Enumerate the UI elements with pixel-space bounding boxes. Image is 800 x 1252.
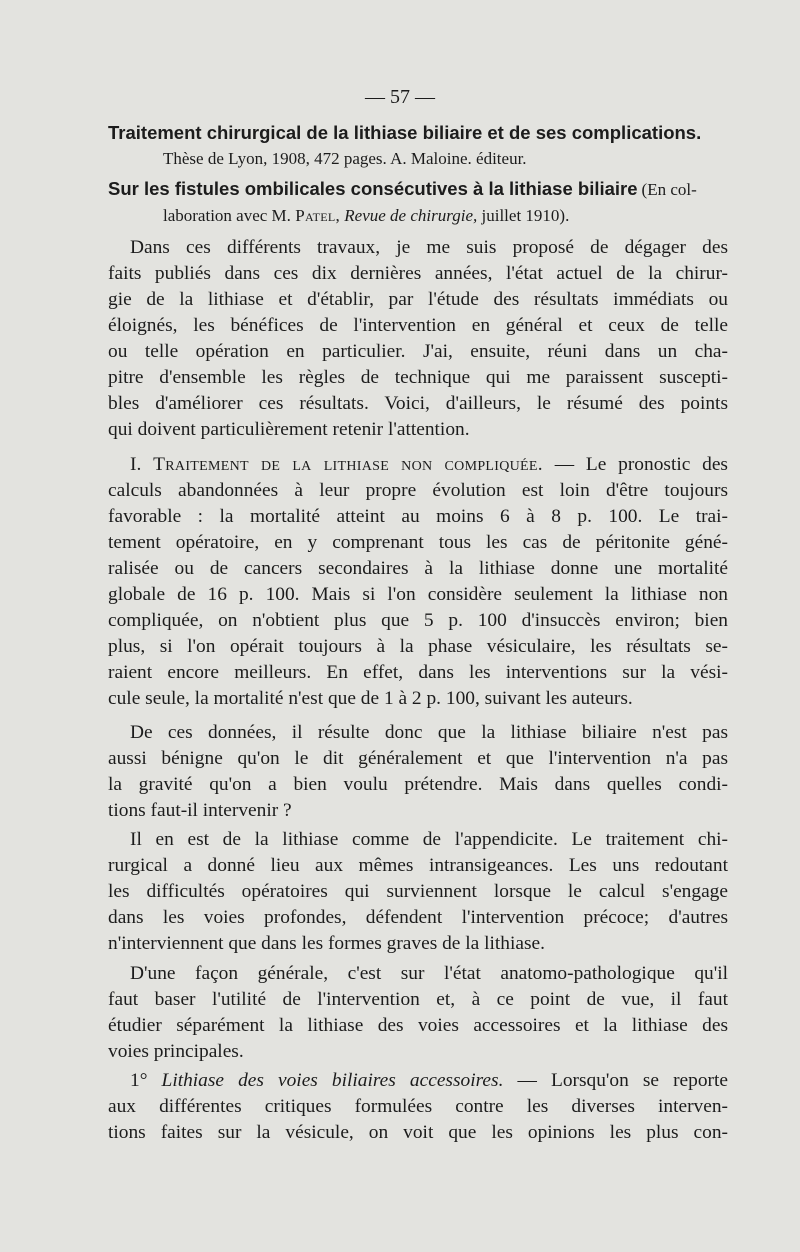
text-line: les difficultés opératoires qui surviennent lorsque le calcul s'engage [108,881,728,902]
section-2 [108,1068,728,1146]
text-line: D'une façon générale, c'est sur l'état anatomo-pathologique qu'il [130,963,728,984]
text-line: n'interviennent que dans les formes graves de la lithiase. [108,933,545,954]
reference-2-line-2 [163,204,723,228]
text-line: plus, si l'on opérait toujours à la phase vésiculaire, les résultats se- [108,636,728,657]
text-line: faits publiés dans ces dix dernières années, l'état actuel de la chirur- [108,263,728,284]
page-number: — 57 — [365,86,435,108]
paragraph-1 [108,235,728,443]
section-2-number: 1° [130,1070,148,1091]
text-line: aussi bénigne qu'on le dit généralement et que l'intervention n'a pas [108,748,728,769]
paragraph-3 [108,720,728,824]
text-line: raient encore meilleurs. En effet, dans les interventions sur la vési- [108,662,728,683]
reference-1-detail-block [163,147,723,171]
text-line: faut baser l'utilité de l'intervention et, à ce point de vue, il faut [108,989,728,1010]
section-2-heading: Lithiase des voies biliaires accessoires. [161,1070,504,1091]
text-line: éloignés, les bénéfices de l'intervention en général et ceux de telle [108,315,728,336]
text-line: cule seule, la mortalité n'est que de 1 à 2 p. 100, suivant les auteurs. [108,688,633,709]
text-line: tions faites sur la vésicule, on voit que les opinions les plus con- [108,1122,728,1143]
text-line: la gravité qu'on a bien voulu prétendre. Mais dans quelles condi- [108,774,728,795]
section-1-heading: Traitement de la lithiase non compliquée. [153,454,543,475]
text-line: Dans ces différents travaux, je me suis proposé de dégager des [130,237,728,258]
reference-2-tail: (En col- [641,180,697,199]
text-line: gie de la lithiase et d'établir, par l'étude des résultats immédiats ou [108,289,728,310]
text-line: ou telle opération en particulier. J'ai, ensuite, réuni dans un cha- [108,341,728,362]
reference-2-line-1 [108,178,728,202]
text-line: globale de 16 p. 100. Mais si l'on considère seulement la lithiase non [108,584,728,605]
paragraph-4 [108,827,728,957]
reference-2-date: juillet 1910). [481,206,570,225]
text-line: pitre d'ensemble les règles de technique qui me paraissent suscepti- [108,367,728,388]
reference-1-detail: Thèse de Lyon, 1908, 472 pages. A. Maloine. éditeur. [163,149,527,168]
section-1-number: I. [130,454,142,475]
text-line: rurgical a donné lieu aux mêmes intransigeances. Les uns redoutant [108,855,728,876]
text-line: tement opératoire, en y comprenant tous les cas de péritonite géné- [108,532,728,553]
section-2-heading-line [108,1068,728,1094]
section-1-heading-line [108,452,728,478]
section-1 [108,452,728,712]
text-line: favorable : la mortalité atteint au moins 6 à 8 p. 100. Le trai- [108,506,728,527]
reference-1 [108,122,728,144]
reference-2-journal: Revue de chirurgie, [344,206,478,225]
text-line: De ces données, il résulte donc que la lithiase biliaire n'est pas [130,722,728,743]
reference-2-title: Sur les fistules ombilicales consécutives à la lithiase biliaire [108,178,638,199]
text-line: aux différentes critiques formulées contre les diverses interven- [108,1096,728,1117]
text-line: calculs abandonnées à leur propre évolution est loin d'être toujours [108,480,728,501]
text-line: ralisée ou de cancers secondaires à la lithiase donne une mortalité [108,558,728,579]
reference-2 [108,178,728,202]
section-2-heading-rest: — Lorsqu'on se reporte [517,1070,728,1091]
text-line: qui doivent particulièrement retenir l'attention. [108,419,470,440]
reference-2-collab: laboration avec M. [163,206,291,225]
reference-2-author: Patel, [295,206,341,225]
paragraph-5 [108,961,728,1065]
reference-1-title: Traitement chirurgical de la lithiase biliaire et de ses complications. [108,122,702,143]
section-1-heading-rest: — Le pronostic des [554,454,728,475]
text-line: dans les voies profondes, défendent l'intervention précoce; d'autres [108,907,728,928]
text-line: compliquée, on n'obtient plus que 5 p. 100 d'insuccès environ; bien [108,610,728,631]
text-line: bles d'améliorer ces résultats. Voici, d'ailleurs, le résumé des points [108,393,728,414]
text-line: voies principales. [108,1041,244,1062]
text-line: étudier séparément la lithiase des voies accessoires et la lithiase des [108,1015,728,1036]
text-line: Il en est de la lithiase comme de l'appendicite. Le traitement chi- [130,829,728,850]
text-line: tions faut-il intervenir ? [108,800,292,821]
